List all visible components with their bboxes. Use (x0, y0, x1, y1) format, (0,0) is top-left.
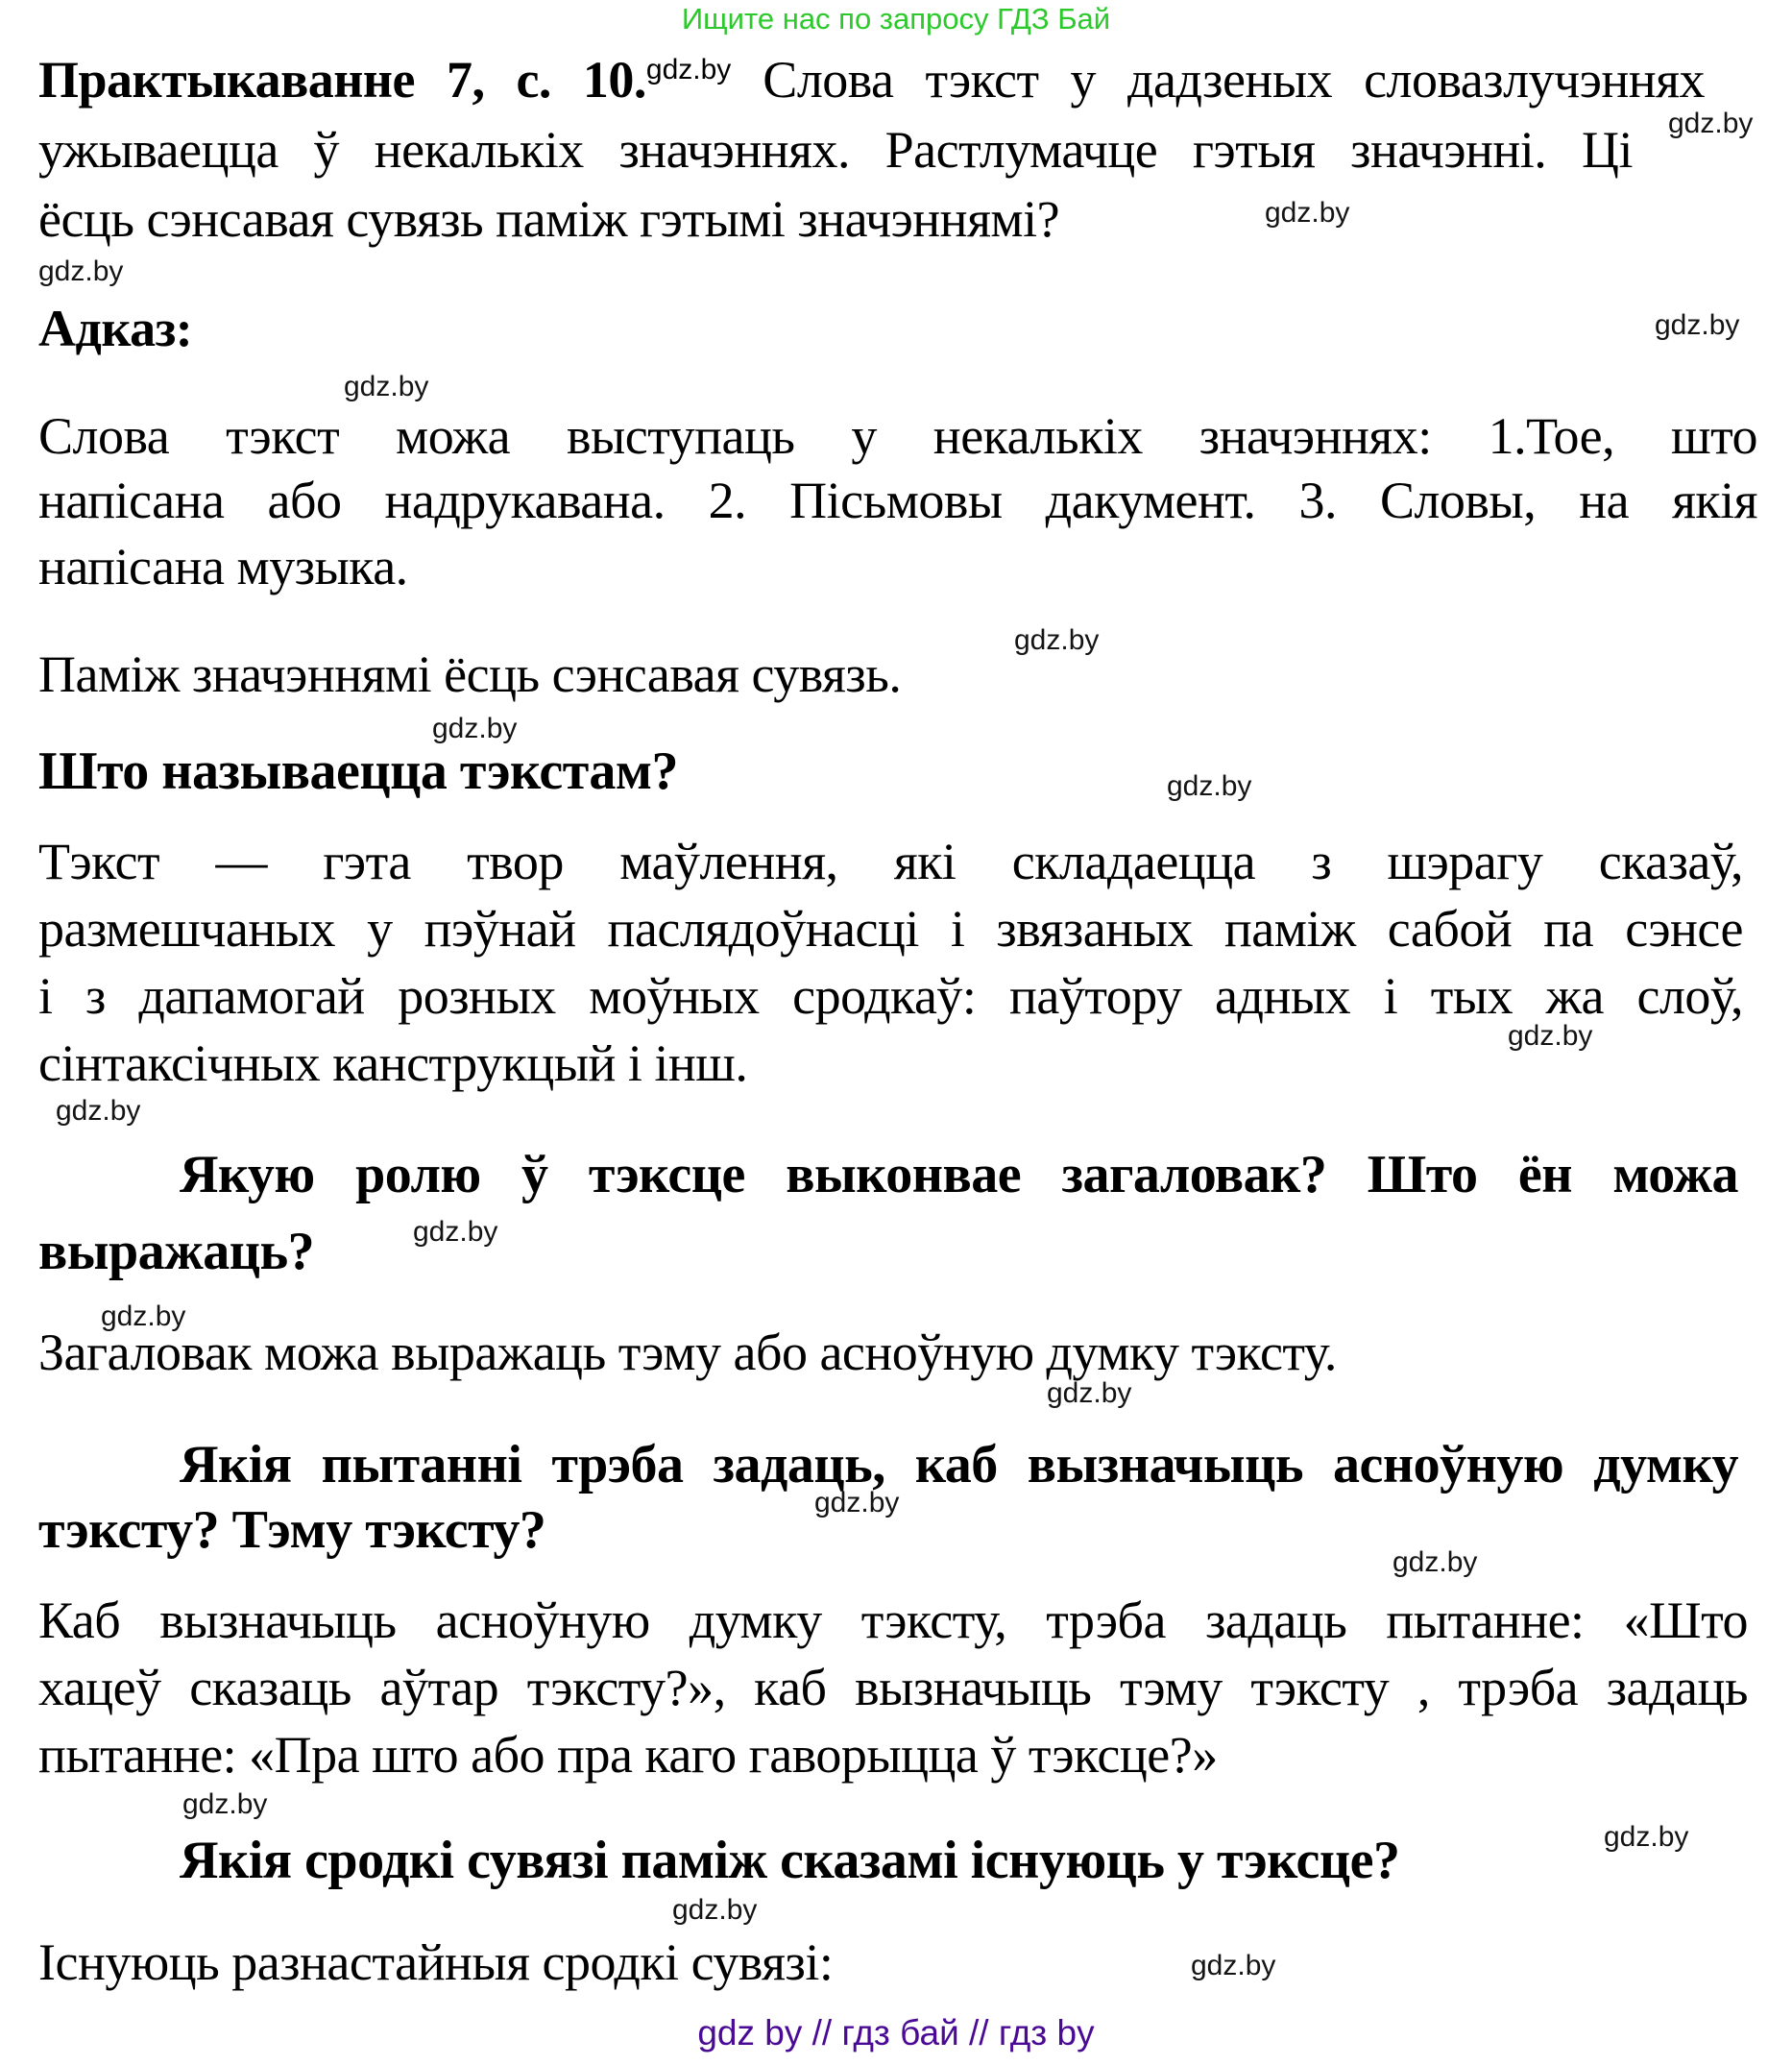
question-4: Якія сродкі сувязі паміж сказамі існуюць у тэксце? (180, 1831, 1400, 1890)
gdz-watermark: gdz.by (1265, 197, 1350, 229)
gdz-watermark: gdz.by (1392, 1546, 1478, 1578)
answer1-line-1: Слова тэкст можа выступаць у некалькіх значэннях: 1.Тое, што (38, 407, 1757, 465)
exercise-line-3: ёсць сэнсавая сувязь паміж гэтымі значэннямі? (38, 190, 1060, 248)
exercise-number: Практыкаванне 7, с. 10. (38, 51, 646, 109)
gdz-watermark: gdz.by (1604, 1821, 1689, 1853)
gdz-watermark: gdz.by (101, 1300, 186, 1332)
answer2-line-4: сінтаксічных канструкцый і інш. (38, 1034, 748, 1092)
answer1-line-3: напісана музыка. (38, 538, 408, 595)
exercise-line-2: ужываецца ў некалькіх значэннях. Растлумачце гэтыя значэнні. Ці (38, 121, 1633, 179)
answer1-line-2: напісана або надрукавана. 2. Пісьмовы дакумент. 3. Словы, на якія (38, 472, 1757, 529)
gdz-watermark: gdz.by (1167, 770, 1252, 802)
promo-header: Ищите нас по запросу ГДЗ Бай (681, 2, 1111, 36)
gdz-watermark: gdz.by (38, 255, 124, 287)
question-2-line-2: выражаць? (38, 1222, 315, 1281)
gdz-watermark: gdz.by (1191, 1950, 1276, 1981)
question-1: Што называецца тэкстам? (38, 741, 679, 801)
answer-5: Існуюць разнастайныя сродкі сувязі: (38, 1933, 834, 1991)
question-2-line-1: Якую ролю ў тэксце выконвае загаловак? Што ён можа (180, 1145, 1738, 1204)
answer4-line-2: хацеў сказаць аўтар тэксту?», каб вызначыць тэму тэксту , трэба задаць (38, 1659, 1748, 1716)
gdz-watermark: gdz.by (645, 54, 732, 85)
gdz-watermark: gdz.by (1047, 1377, 1132, 1409)
gdz-watermark: gdz.by (1508, 1020, 1593, 1052)
gdz-watermark: gdz.by (1668, 108, 1754, 139)
gdz-watermark: gdz.by (1014, 624, 1100, 656)
gdz-watermark: gdz.by (56, 1095, 141, 1127)
answer-3: Загаловак можа выражаць тэму або асноўную думку тэксту. (38, 1324, 1337, 1381)
gdz-watermark: gdz.by (1655, 309, 1740, 341)
answer-label: Адказ: (38, 300, 193, 357)
answer2-line-1: Тэкст — гэта твор маўлення, які складаецца з шэрагу сказаў, (38, 833, 1743, 890)
gdz-watermark: gdz.by (672, 1894, 758, 1926)
answer4-line-1: Каб вызначыць асноўную думку тэксту, трэба задаць пытанне: «Што (38, 1591, 1748, 1649)
question-3-line-1: Якія пытанні трэба задаць, каб вызначыць асноўную думку (180, 1435, 1738, 1494)
exercise-text-start: Слова тэкст у дадзеных словазлучэннях (763, 51, 1705, 109)
footer-sites: gdz by // гдз бай // гдз by (697, 2013, 1095, 2053)
gdz-watermark: gdz.by (432, 713, 518, 744)
answer2-line-3: і з дапамогай розных моўных сродкаў: паўтору адных і тых жа слоў, (38, 967, 1743, 1025)
answer2-line-2: размешчаных у пэўнай паслядоўнасці і звязаных паміж сабой па сэнсе (38, 900, 1743, 958)
exercise-title-line (38, 51, 1705, 109)
gdz-watermark: gdz.by (814, 1487, 900, 1518)
gdz-watermark: gdz.by (182, 1788, 268, 1820)
gdz-watermark: gdz.by (344, 371, 429, 402)
gdz-watermark: gdz.by (413, 1216, 498, 1248)
answer1-note: Паміж значэннямі ёсць сэнсавая сувязь. (38, 645, 902, 703)
answer4-line-3: пытанне: «Пра што або пра каго гаворыцца ў тэксце?» (38, 1726, 1218, 1784)
question-3-line-2: тэксту? Тэму тэксту? (38, 1500, 546, 1560)
